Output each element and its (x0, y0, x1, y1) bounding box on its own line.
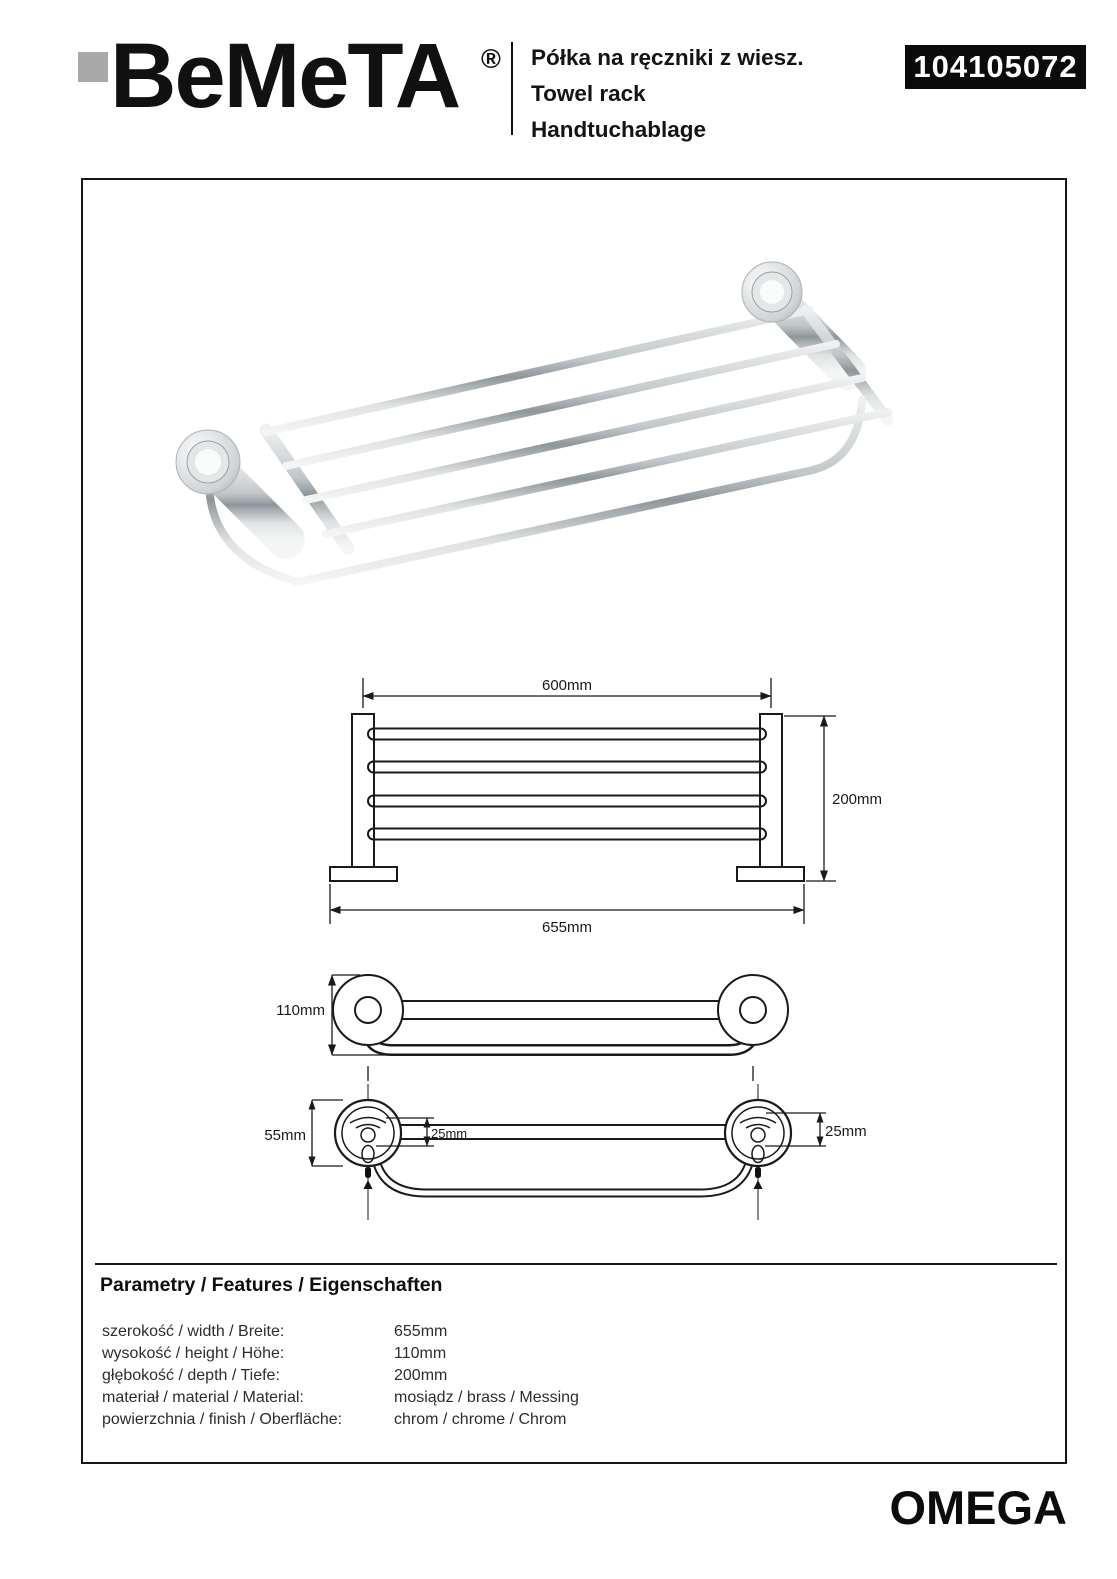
brand-logo: BeMeTA (110, 25, 460, 127)
parameters-heading: Parametry / Features / Eigenschaften (100, 1274, 443, 1296)
param-label: szerokość / width / Breite: (102, 1323, 285, 1340)
table-row (102, 1365, 722, 1387)
dim-height-label: 110mm (276, 1002, 325, 1019)
product-photo (158, 230, 928, 605)
param-value: mosiądz / brass / Messing (394, 1389, 579, 1406)
product-code-badge: 104105072 (905, 45, 1086, 89)
brand-square-mark (78, 52, 108, 82)
registered-trademark-icon: ® (481, 44, 501, 74)
table-row (102, 1321, 722, 1343)
dim-total-width-label: 655mm (541, 919, 593, 936)
parameters-divider (95, 1263, 1057, 1265)
param-value: 110mm (394, 1345, 447, 1362)
param-value: 200mm (394, 1367, 448, 1384)
param-label: materiał / material / Material: (102, 1389, 304, 1406)
mount-plates (335, 1100, 791, 1166)
dim-mount-diameter-label: 55mm (264, 1127, 306, 1144)
hanging-bar-outline (368, 1018, 753, 1050)
mount-view-drawing (248, 1080, 873, 1225)
centerlines (368, 1084, 758, 1220)
param-label: głębokość / depth / Tiefe: (102, 1367, 280, 1384)
dim-hole-spacing-left-label: 25mm (431, 1126, 468, 1141)
product-title-pl: Półka na ręczniki z wiesz. (531, 45, 804, 70)
hanging-bar-fill (376, 1160, 750, 1193)
table-row (102, 1387, 722, 1409)
table-row (102, 1343, 722, 1365)
param-value: 655mm (394, 1323, 448, 1340)
series-name: OMEGA (889, 1481, 1067, 1534)
product-title-de: Handtuchablage (531, 117, 707, 142)
param-label: powierzchnia / finish / Oberfläche: (102, 1411, 343, 1428)
shelf-bar-profile (373, 1001, 748, 1019)
param-value: chrom / chrome / Chrom (394, 1411, 567, 1428)
param-label: wysokość / height / Höhe: (102, 1345, 285, 1362)
product-titles (531, 40, 891, 148)
anchor-pins (364, 1167, 763, 1189)
header-divider (511, 42, 513, 135)
parameters-table (102, 1321, 722, 1431)
top-view-drawing (300, 652, 900, 942)
right-wall-flange (742, 262, 802, 322)
dim-bar-width-label: 600mm (541, 677, 593, 694)
hanging-bar-outline (376, 1160, 750, 1193)
front-view-drawing (255, 948, 815, 1083)
left-wall-flange (176, 430, 240, 494)
table-row (102, 1409, 722, 1431)
dim-depth-label: 200mm (832, 791, 883, 808)
product-title-en: Towel rack (531, 81, 646, 106)
dim-hole-spacing-right-label: 25mm (825, 1123, 867, 1140)
